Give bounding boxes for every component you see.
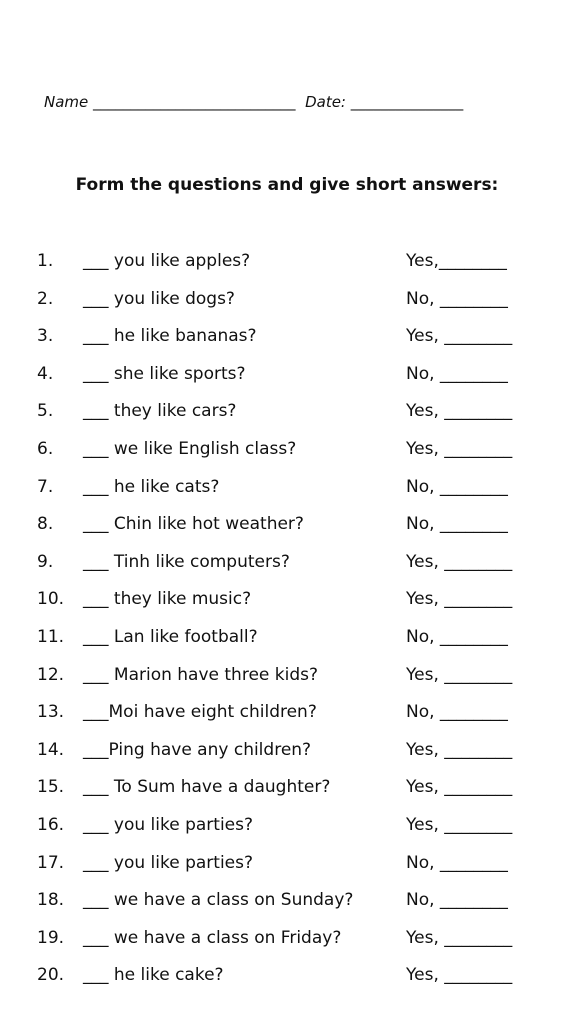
short-answer: No, ________ bbox=[406, 514, 508, 534]
question-number: 4. bbox=[37, 364, 54, 384]
question-number: 12. bbox=[37, 665, 65, 685]
question-row bbox=[0, 777, 574, 801]
question-row bbox=[0, 853, 574, 877]
question-text: ___ he like cats? bbox=[83, 477, 220, 497]
question-number: 2. bbox=[37, 289, 54, 309]
question-row bbox=[0, 326, 574, 350]
question-text: ___ you like parties? bbox=[83, 815, 254, 835]
question-number: 20. bbox=[37, 965, 65, 985]
question-text: ___ he like bananas? bbox=[83, 326, 257, 346]
short-answer: No, ________ bbox=[406, 702, 508, 722]
question-row bbox=[0, 965, 574, 989]
short-answer: Yes, ________ bbox=[406, 777, 513, 797]
short-answer: No, ________ bbox=[406, 890, 508, 910]
question-row bbox=[0, 890, 574, 914]
question-row bbox=[0, 740, 574, 764]
question-number: 6. bbox=[37, 439, 54, 459]
question-text: ___ we have a class on Sunday? bbox=[83, 890, 354, 910]
short-answer: No, ________ bbox=[406, 853, 508, 873]
question-row bbox=[0, 928, 574, 952]
short-answer: No, ________ bbox=[406, 627, 508, 647]
question-number: 7. bbox=[37, 477, 54, 497]
question-row bbox=[0, 477, 574, 501]
question-number: 8. bbox=[37, 514, 54, 534]
question-number: 16. bbox=[37, 815, 65, 835]
question-text: ___ Chin like hot weather? bbox=[83, 514, 304, 534]
question-row bbox=[0, 627, 574, 651]
question-text: ___ To Sum have a daughter? bbox=[83, 777, 331, 797]
question-number: 15. bbox=[37, 777, 65, 797]
short-answer: No, ________ bbox=[406, 364, 508, 384]
question-text: ___ we have a class on Friday? bbox=[83, 928, 342, 948]
short-answer: No, ________ bbox=[406, 289, 508, 309]
question-number: 3. bbox=[37, 326, 54, 346]
question-row bbox=[0, 589, 574, 613]
short-answer: Yes, ________ bbox=[406, 401, 513, 421]
question-number: 14. bbox=[37, 740, 65, 760]
question-text: ___ Tinh like computers? bbox=[83, 552, 290, 572]
question-number: 1. bbox=[37, 251, 54, 271]
short-answer: Yes, ________ bbox=[406, 740, 513, 760]
question-number: 10. bbox=[37, 589, 65, 609]
question-text: ___Ping have any children? bbox=[83, 740, 312, 760]
short-answer: Yes, ________ bbox=[406, 552, 513, 572]
short-answer: Yes, ________ bbox=[406, 665, 513, 685]
question-row bbox=[0, 289, 574, 313]
question-number: 9. bbox=[37, 552, 54, 572]
question-text: ___ they like music? bbox=[83, 589, 252, 609]
question-text: ___ you like dogs? bbox=[83, 289, 235, 309]
question-number: 17. bbox=[37, 853, 65, 873]
question-text: ___Moi have eight children? bbox=[83, 702, 317, 722]
question-number: 13. bbox=[37, 702, 65, 722]
name-field-label: Name ___________________________ bbox=[44, 93, 296, 111]
worksheet-header bbox=[44, 93, 463, 111]
question-text: ___ you like apples? bbox=[83, 251, 251, 271]
question-row bbox=[0, 552, 574, 576]
short-answer: Yes, ________ bbox=[406, 326, 513, 346]
short-answer: Yes, ________ bbox=[406, 928, 513, 948]
question-row bbox=[0, 702, 574, 726]
question-row bbox=[0, 665, 574, 689]
question-row bbox=[0, 251, 574, 275]
question-number: 11. bbox=[37, 627, 65, 647]
short-answer: Yes, ________ bbox=[406, 815, 513, 835]
question-row bbox=[0, 401, 574, 425]
question-text: ___ she like sports? bbox=[83, 364, 246, 384]
question-number: 19. bbox=[37, 928, 65, 948]
header-spacer bbox=[296, 93, 306, 111]
question-number: 18. bbox=[37, 890, 65, 910]
date-field-label: Date: _______________ bbox=[305, 93, 464, 111]
question-text: ___ Lan like football? bbox=[83, 627, 258, 647]
question-number: 5. bbox=[37, 401, 54, 421]
worksheet-title: Form the questions and give short answers: bbox=[75, 175, 499, 195]
short-answer: Yes, ________ bbox=[406, 439, 513, 459]
short-answer: Yes, ________ bbox=[406, 965, 513, 985]
question-text: ___ he like cake? bbox=[83, 965, 224, 985]
short-answer: No, ________ bbox=[406, 477, 508, 497]
question-row bbox=[0, 815, 574, 839]
question-row bbox=[0, 514, 574, 538]
question-text: ___ they like cars? bbox=[83, 401, 237, 421]
question-text: ___ Marion have three kids? bbox=[83, 665, 319, 685]
short-answer: Yes,________ bbox=[406, 251, 507, 271]
question-row bbox=[0, 364, 574, 388]
short-answer: Yes, ________ bbox=[406, 589, 513, 609]
question-row bbox=[0, 439, 574, 463]
question-text: ___ you like parties? bbox=[83, 853, 254, 873]
question-text: ___ we like English class? bbox=[83, 439, 297, 459]
